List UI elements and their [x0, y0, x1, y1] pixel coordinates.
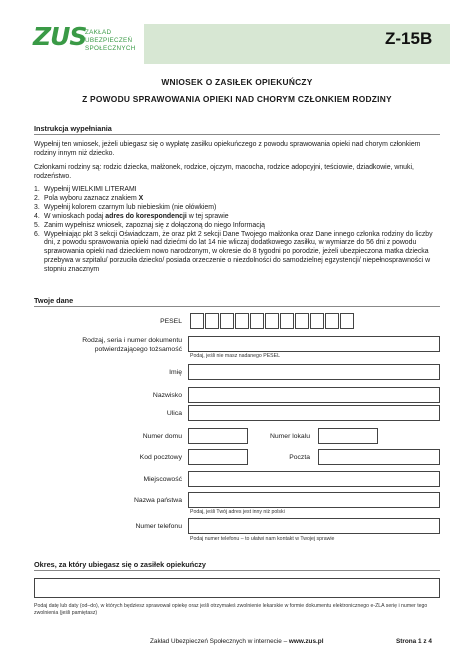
- pesel-digit-cell[interactable]: [295, 313, 309, 329]
- period-hint: Podaj datę lub daty (od–do), w których będziesz sprawował opiekę oraz jeśli otrzymałeś zwolnienie lekarskie w formie dokumentu elektronicznego e-ZLA serię i numer tego zwolnienia (jeśli pamiętasz): [34, 603, 428, 616]
- instructions-para2: Członkami rodziny są: rodzic dziecka, małżonek, rodzice, ojczym, macocha, rodzice adopcyjni, teściowie, dziadkowie, wnuki, rodzeństwo.: [34, 164, 414, 181]
- pesel-label: PESEL: [160, 318, 182, 325]
- pesel-digit-cell[interactable]: [280, 313, 294, 329]
- id-document-hint: Podaj, jeśli nie masz nadanego PESEL: [190, 353, 280, 359]
- pesel-digit-cell[interactable]: [190, 313, 204, 329]
- pesel-field[interactable]: [190, 313, 350, 329]
- pesel-digit-cell[interactable]: [310, 313, 324, 329]
- instructions-para1: Wypełnij ten wniosek, jeżeli ubiegasz się o wypłatę zasiłku opiekuńczego z powodu sprawowania opieki nad chorym członkiem rodziny innym niż dziecko.: [34, 141, 421, 158]
- org-name: [85, 29, 136, 53]
- pesel-digit-cell[interactable]: [265, 313, 279, 329]
- org-name-line1: ZAKŁAD: [85, 29, 112, 36]
- post-office-field[interactable]: [318, 449, 440, 465]
- footer-link[interactable]: www.zus.pl: [288, 638, 324, 645]
- list-item: 2. Pola wyboru zaznacz znakiem X: [34, 194, 144, 202]
- flat-number-label: Numer lokalu: [269, 433, 310, 440]
- flat-number-field[interactable]: [318, 428, 378, 444]
- phone-label: Numer telefonu: [135, 523, 182, 530]
- pesel-digit-cell[interactable]: [235, 313, 249, 329]
- street-field[interactable]: [188, 405, 440, 421]
- form-code: Z-15B: [385, 29, 433, 48]
- last-name-field[interactable]: [188, 387, 440, 403]
- phone-field[interactable]: [188, 518, 440, 534]
- last-name-label: Nazwisko: [152, 392, 182, 399]
- your-data-heading: Twoje dane: [34, 296, 74, 305]
- list-item: 3. Wypełnij kolorem czarnym lub niebieskim (nie ołówkiem): [34, 203, 217, 211]
- id-document-label: Rodzaj, seria i numer dokumentu potwierdzającego tożsamość: [82, 337, 182, 353]
- section-divider: [34, 134, 440, 135]
- instructions-heading: Instrukcja wypełniania: [34, 124, 112, 133]
- form-title-line1: WNIOSEK O ZASIŁEK OPIEKUŃCZY: [161, 77, 313, 87]
- period-heading: Okres, za który ubiegasz się o zasiłek opiekuńczy: [34, 560, 206, 569]
- form-title-line2: Z POWODU SPRAWOWANIA OPIEKI NAD CHORYM CZŁONKIEM RODZINY: [82, 94, 392, 104]
- house-number-field[interactable]: [188, 428, 248, 444]
- org-name-line2: UBEZPIECZEŃ: [85, 37, 133, 44]
- country-hint: Podaj, jeśli Twój adres jest inny niż polski: [190, 509, 285, 515]
- street-label: Ulica: [166, 410, 182, 417]
- postcode-label: Kod pocztowy: [139, 454, 182, 461]
- section-divider: [34, 570, 440, 571]
- country-field[interactable]: [188, 492, 440, 508]
- pesel-digit-cell[interactable]: [340, 313, 354, 329]
- list-item: 6. Wypełniając pkt 3 sekcji Oświadczam, że oraz pkt 2 sekcji Dane Twojego małżonka oraz Dane innego członka rodziny do liczby dni, z powodu sprawowania opieki nad dziećmi do lat 14 nie wliczaj dodatkowego zasiłku, w wymiarze do 56 dni z powodu sprawowania opieki nad dzieckiem nowo narodzonym, w okresie do 8 tygodni po porodzie, jeżeli ubezpieczona matka dziecka przebywa w szpitalu/ porzuciła dziecko/ posiada orzeczenie o niezdolności do samodzielnej egzystencji/ niepełnosprawności w stopniu znacznym: [34, 230, 433, 274]
- list-item: 1. Wypełnij WIELKIMI LITERAMI: [34, 186, 137, 193]
- footer-text: Zakład Ubezpieczeń Społecznych w internecie – www.zus.pl: [150, 638, 324, 645]
- first-name-label: Imię: [169, 369, 182, 376]
- post-office-label: Poczta: [289, 454, 310, 461]
- period-field[interactable]: [34, 578, 440, 598]
- city-field[interactable]: [188, 471, 440, 487]
- org-name-line3: SPOŁECZNYCH: [85, 45, 136, 52]
- house-number-label: Numer domu: [142, 433, 182, 440]
- list-item: 4. W wnioskach podaj adres do korespondencji w tej sprawie: [34, 212, 229, 220]
- list-item: 5. Zanim wypełnisz wniosek, zapoznaj się z dołączoną do niego Informacją: [34, 221, 265, 229]
- phone-hint: Podaj numer telefonu – to ułatwi nam kontakt w Twojej sprawie: [190, 536, 335, 542]
- city-label: Miejscowość: [143, 476, 182, 483]
- pesel-digit-cell[interactable]: [325, 313, 339, 329]
- zus-logo: ZUS: [33, 22, 87, 51]
- pesel-digit-cell[interactable]: [205, 313, 219, 329]
- instructions-list: [34, 186, 444, 275]
- pesel-digit-cell[interactable]: [250, 313, 264, 329]
- postcode-field[interactable]: [188, 449, 248, 465]
- page-number: Strona 1 z 4: [396, 638, 432, 645]
- section-divider: [34, 306, 440, 307]
- id-document-field[interactable]: [188, 336, 440, 352]
- pesel-digit-cell[interactable]: [220, 313, 234, 329]
- first-name-field[interactable]: [188, 364, 440, 380]
- country-label: Nazwa państwa: [134, 497, 182, 504]
